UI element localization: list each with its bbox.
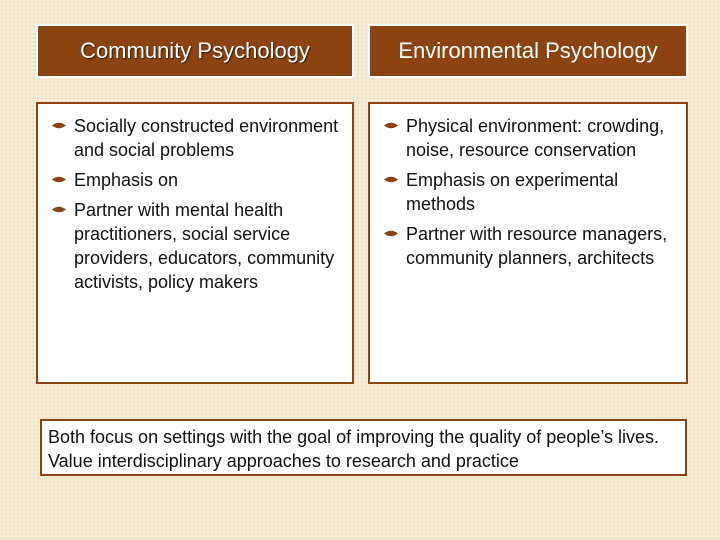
list-item [406, 222, 678, 270]
list-item [74, 198, 344, 294]
leaf-bullet-icon [52, 176, 66, 183]
list-item [74, 114, 344, 162]
list-item-text: Partner with mental health practitioners, social service providers, educators, community activists, policy makers [74, 200, 335, 292]
leaf-bullet-icon [52, 206, 66, 213]
list-item-text: Physical environment: crowding, noise, resource conservation [406, 116, 665, 160]
leaf-bullet-icon [384, 176, 398, 183]
environmental-psychology-header [368, 24, 688, 78]
bullet-list [370, 104, 686, 270]
list-item [74, 168, 344, 192]
list-item-text: Emphasis on experimental methods [406, 170, 619, 214]
list-item-text: Socially constructed environment and social problems [74, 116, 339, 160]
summary-text: Both focus on settings with the goal of improving the quality of people’s lives. Value interdisciplinary approaches to research and practice [48, 427, 660, 471]
community-psychology-panel [36, 102, 354, 384]
summary-note [40, 419, 687, 476]
leaf-bullet-icon [52, 122, 66, 129]
community-psychology-header [36, 24, 354, 78]
list-item-text: Emphasis on [74, 170, 179, 190]
header-title: Environmental Psychology [398, 38, 658, 63]
bullet-list [38, 104, 352, 294]
list-item-text: Partner with resource managers, community planners, architects [406, 224, 668, 268]
header-title: Community Psychology [80, 38, 310, 63]
list-item [406, 114, 678, 162]
leaf-bullet-icon [384, 230, 398, 237]
list-item [406, 168, 678, 216]
leaf-bullet-icon [384, 122, 398, 129]
environmental-psychology-panel [368, 102, 688, 384]
